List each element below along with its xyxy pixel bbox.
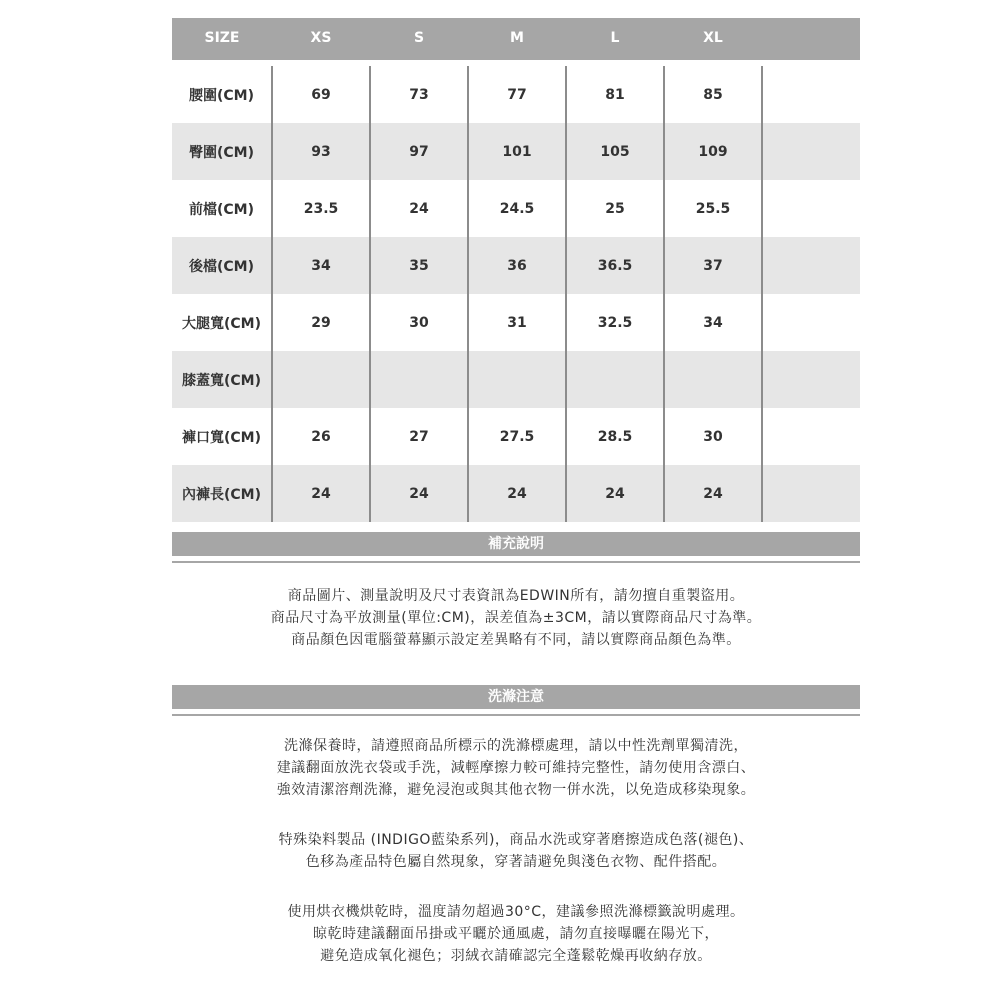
measurement-value: 105 xyxy=(566,123,664,180)
measurement-value: 36 xyxy=(468,237,566,294)
header-blank xyxy=(762,18,860,59)
notes-line: 商品顏色因電腦螢幕顯示設定差異略有不同，請以實際商品顏色為準。 xyxy=(291,632,741,648)
measurement-value: 77 xyxy=(468,66,566,123)
care-line: 晾乾時建議翻面吊掛或平曬於通風處，請勿直接曝曬在陽光下， xyxy=(313,926,719,942)
notes-text xyxy=(172,585,860,651)
measurement-value xyxy=(762,294,860,351)
notes-line: 商品圖片、測量說明及尺寸表資訊為EDWIN所有，請勿擅自重製盜用。 xyxy=(287,588,745,604)
measurement-value: 29 xyxy=(272,294,370,351)
measurement-value: 23.5 xyxy=(272,180,370,237)
measurement-value xyxy=(664,351,762,408)
measurement-label: 膝蓋寬(CM) xyxy=(172,351,272,408)
notes-line: 商品尺寸為平放測量(單位:CM)，誤差值為±3CM，請以實際商品尺寸為準。 xyxy=(270,610,762,626)
care-line: 色移為產品特色屬自然現象，穿著請避免與淺色衣物、配件搭配。 xyxy=(305,854,727,870)
measurement-value: 27 xyxy=(370,408,468,465)
care-title-bar xyxy=(172,685,860,709)
measurement-value: 30 xyxy=(664,408,762,465)
measurement-value: 24 xyxy=(272,465,370,522)
header-xs: XS xyxy=(272,18,370,59)
measurement-value: 93 xyxy=(272,123,370,180)
measurement-value: 35 xyxy=(370,237,468,294)
measurement-value: 25 xyxy=(566,180,664,237)
header-size: SIZE xyxy=(172,18,272,59)
care-divider xyxy=(172,714,860,716)
measurement-value: 109 xyxy=(664,123,762,180)
measurement-value: 73 xyxy=(370,66,468,123)
care-title: 洗滌注意 xyxy=(488,689,544,705)
measurement-value xyxy=(370,351,468,408)
measurement-label: 內褲長(CM) xyxy=(172,465,272,522)
care-line: 建議翻面放洗衣袋或手洗，減輕摩擦力較可維持完整性，請勿使用含漂白、 xyxy=(276,760,756,776)
header-m: M xyxy=(468,18,566,59)
measurement-value: 24 xyxy=(468,465,566,522)
measurement-value xyxy=(762,351,860,408)
measurement-value: 28.5 xyxy=(566,408,664,465)
header-s: S xyxy=(370,18,468,59)
header-l: L xyxy=(566,18,664,59)
size-row xyxy=(172,123,860,180)
measurement-label: 褲口寬(CM) xyxy=(172,408,272,465)
size-row xyxy=(172,237,860,294)
header-separator xyxy=(172,59,860,66)
size-row xyxy=(172,408,860,465)
measurement-value: 32.5 xyxy=(566,294,664,351)
measurement-value: 27.5 xyxy=(468,408,566,465)
measurement-value xyxy=(762,237,860,294)
measurement-value: 81 xyxy=(566,66,664,123)
size-table xyxy=(172,18,860,522)
header-xl: XL xyxy=(664,18,762,59)
notes-title: 補充說明 xyxy=(488,536,544,552)
notes-divider xyxy=(172,561,860,563)
measurement-value: 101 xyxy=(468,123,566,180)
measurement-value: 24 xyxy=(566,465,664,522)
care-paragraph-3 xyxy=(172,901,860,967)
measurement-label: 後檔(CM) xyxy=(172,237,272,294)
size-row xyxy=(172,465,860,522)
measurement-value: 31 xyxy=(468,294,566,351)
measurement-value: 24 xyxy=(664,465,762,522)
measurement-value xyxy=(762,180,860,237)
size-row xyxy=(172,294,860,351)
measurement-label: 大腿寬(CM) xyxy=(172,294,272,351)
size-table-body xyxy=(172,66,860,522)
measurement-value: 37 xyxy=(664,237,762,294)
measurement-value: 36.5 xyxy=(566,237,664,294)
measurement-value xyxy=(762,465,860,522)
size-row xyxy=(172,180,860,237)
measurement-value: 24.5 xyxy=(468,180,566,237)
care-line: 使用烘衣機烘乾時，溫度請勿超過30°C，建議參照洗滌標籤說明處理。 xyxy=(287,904,745,920)
measurement-value: 30 xyxy=(370,294,468,351)
measurement-value xyxy=(468,351,566,408)
measurement-label: 臀圍(CM) xyxy=(172,123,272,180)
measurement-value: 97 xyxy=(370,123,468,180)
care-line: 強效清潔溶劑洗滌，避免浸泡或與其他衣物一併水洗，以免造成移染現象。 xyxy=(276,782,756,798)
measurement-value: 34 xyxy=(272,237,370,294)
measurement-value: 34 xyxy=(664,294,762,351)
measurement-value: 26 xyxy=(272,408,370,465)
measurement-label: 腰圍(CM) xyxy=(172,66,272,123)
size-row xyxy=(172,351,860,408)
measurement-value: 24 xyxy=(370,180,468,237)
measurement-value: 24 xyxy=(370,465,468,522)
measurement-value: 69 xyxy=(272,66,370,123)
size-row xyxy=(172,66,860,123)
measurement-value xyxy=(762,66,860,123)
measurement-value xyxy=(272,351,370,408)
size-header-row xyxy=(172,18,860,59)
care-paragraph-2 xyxy=(172,829,860,873)
care-line: 洗滌保養時，請遵照商品所標示的洗滌標處理，請以中性洗劑單獨清洗， xyxy=(284,738,748,754)
care-line: 特殊染料製品 (INDIGO藍染系列)，商品水洗或穿著磨擦造成色落(褪色)、 xyxy=(278,832,754,848)
measurement-value xyxy=(762,123,860,180)
measurement-value: 25.5 xyxy=(664,180,762,237)
care-line: 避免造成氧化褪色；羽絨衣請確認完全蓬鬆乾燥再收納存放。 xyxy=(320,948,712,964)
measurement-value xyxy=(566,351,664,408)
size-chart xyxy=(172,18,860,522)
measurement-value: 85 xyxy=(664,66,762,123)
care-paragraph-1 xyxy=(172,735,860,801)
measurement-label: 前檔(CM) xyxy=(172,180,272,237)
notes-title-bar xyxy=(172,532,860,556)
measurement-value xyxy=(762,408,860,465)
